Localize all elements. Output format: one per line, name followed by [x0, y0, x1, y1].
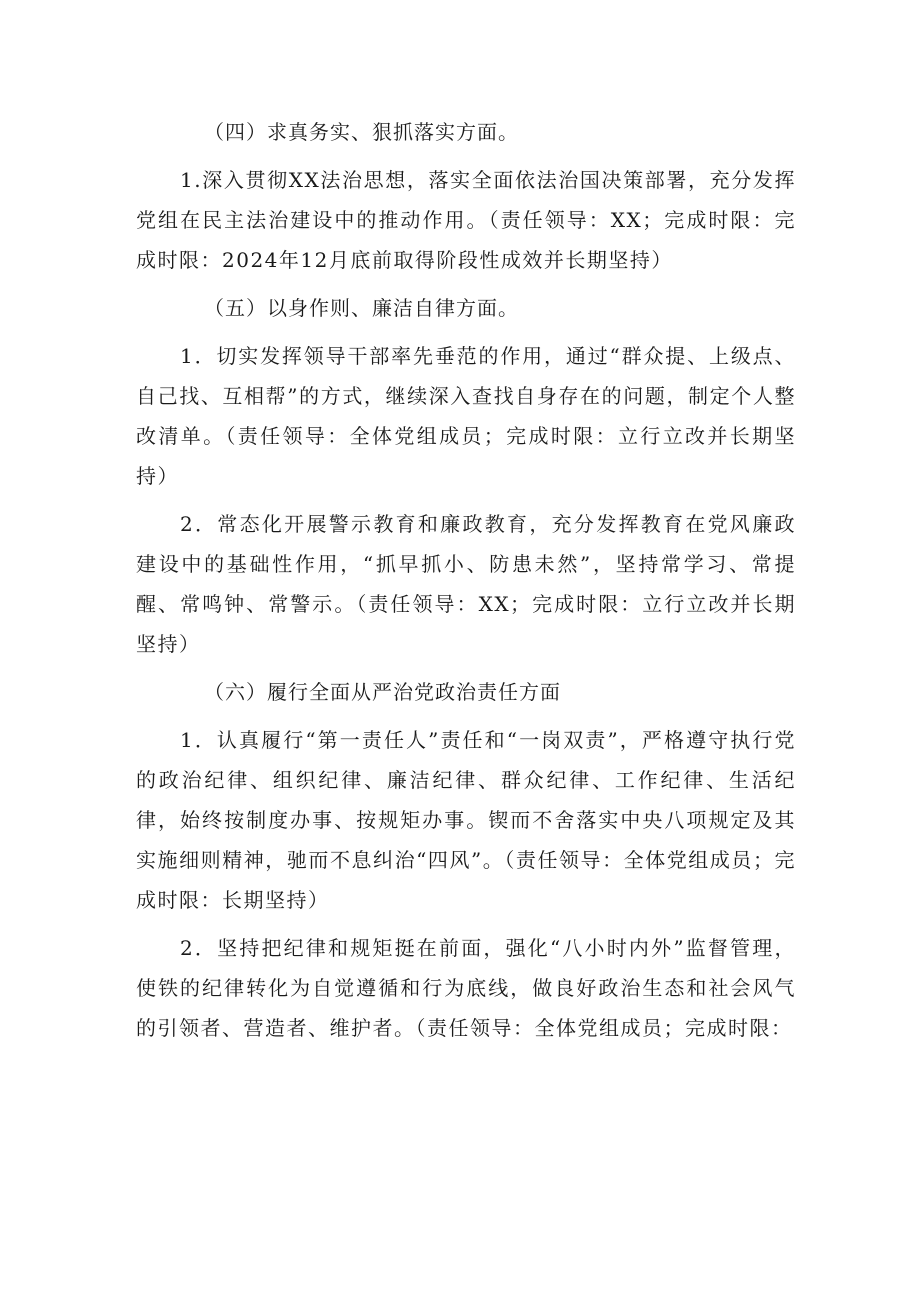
section-heading-5: （五）以身作则、廉洁自律方面。	[204, 296, 519, 320]
section-heading-6: （六）履行全面从严治党政治责任方面	[204, 680, 561, 704]
section-5-item-1: 1．切实发挥领导干部率先垂范的作用，通过“群众提、上级点、自己找、互相帮”的方式，继续深入查找自身存在的问题，制定个人整改清单。（责任领导：全体党组成员；完成时限：立行立改并长期坚持）	[136, 344, 796, 488]
section-heading-4: （四）求真务实、狠抓落实方面。	[204, 120, 519, 144]
section-4-item-1: 1.深入贯彻XX法治思想，落实全面依法治国决策部署，充分发挥党组在民主法治建设中的推动作用。（责任领导：XX；完成时限：完成时限：2024年12月底前取得阶段性成效并长期坚持）	[136, 168, 796, 272]
section-5-item-2: 2．常态化开展警示教育和廉政教育，充分发挥教育在党风廉政建设中的基础性作用，“抓早抓小、防患未然”，坚持常学习、常提醒、常鸣钟、常警示。（责任领导：XX；完成时限：立行立改并长期坚持）	[136, 512, 796, 656]
section-6-item-2: 2．坚持把纪律和规矩挺在前面，强化“八小时内外”监督管理，使铁的纪律转化为自觉遵循和行为底线，做良好政治生态和社会风气的引领者、营造者、维护者。（责任领导：全体党组成员；完成时限：	[136, 936, 796, 1040]
document-body	[136, 112, 796, 1056]
section-6-item-1: 1．认真履行“第一责任人”责任和“一岗双责”，严格遵守执行党的政治纪律、组织纪律、廉洁纪律、群众纪律、工作纪律、生活纪律，始终按制度办事、按规矩办事。锲而不舍落实中央八项规定及其实施细则精神，驰而不息纠治“四风”。（责任领导：全体党组成员；完成时限：长期坚持）	[136, 728, 796, 912]
